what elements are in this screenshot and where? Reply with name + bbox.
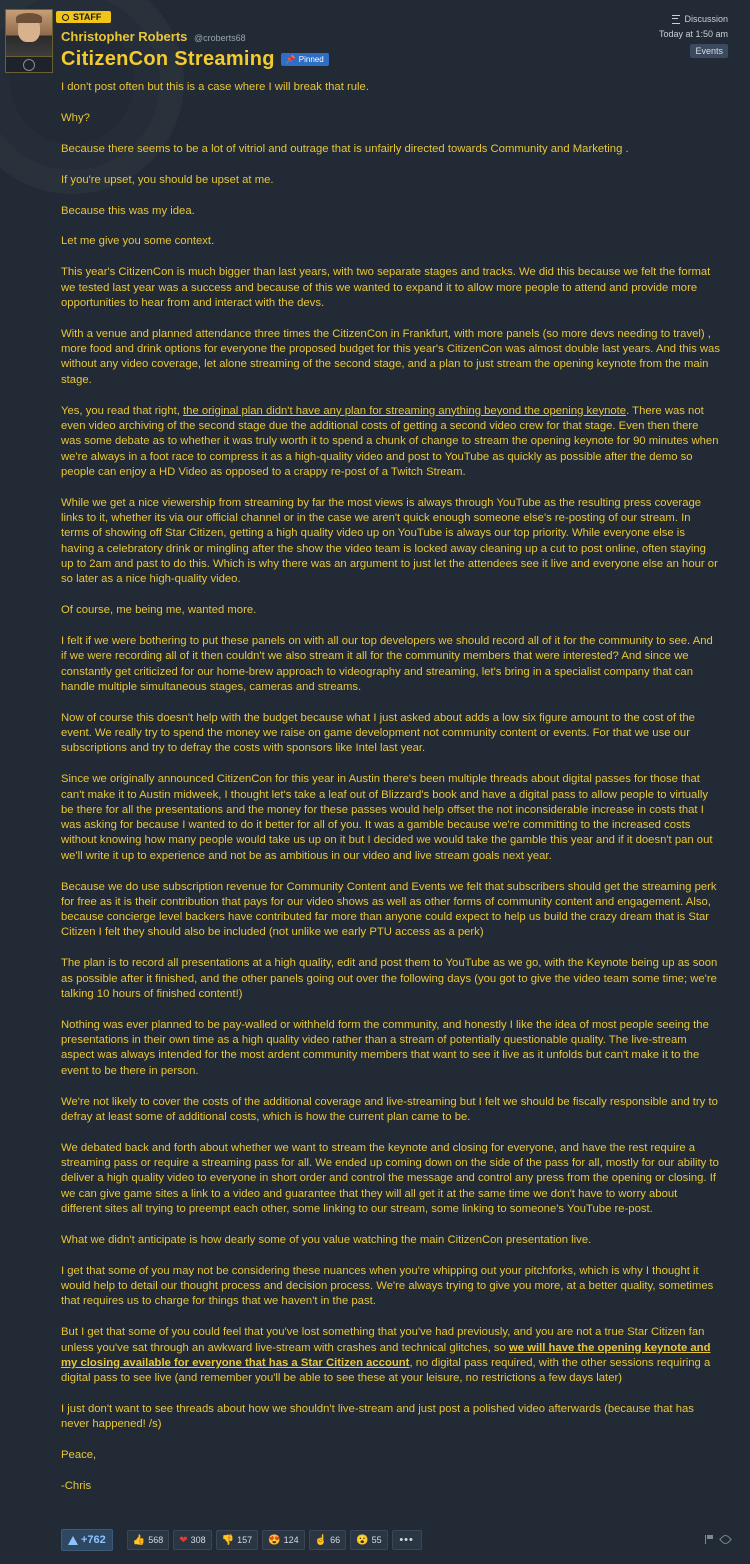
reaction-heart-eyes[interactable]	[262, 1530, 304, 1550]
pointing-up-icon: ☝	[314, 1534, 328, 1546]
upvote-arrow-icon	[68, 1536, 78, 1545]
paragraph	[61, 404, 721, 480]
paragraph: While we get a nice viewership from streaming by far the most views is always through YouTube as the resulting press coverage links to it, whether its via our official channel or in the case we aren't quick enough someone else's re-posting of our stream. In terms of showing off Star Citizen, getting a high quality video up on YouTube is always our top priority. While everyone else is having a celebratory drink or mingling after the show the video team is locked away cleaning up a cut to post online, often staying up to 2am and past to do this. Which is why there was an argument to just let the attendees see it live and everyone else an hour or so later as a nice high-quality video.	[61, 496, 718, 586]
paragraph: I don't post often but this is a case where I will break that rule.	[61, 81, 369, 93]
paragraph: I just don't want to see threads about how we shouldn't live-stream and just post a polished video afterwards (because that has never happened! /s)	[61, 1403, 694, 1431]
more-reactions-button[interactable]: •••	[392, 1530, 422, 1550]
text-span: , no digital pass required, with the other sessions requiring a digital pass to see live (and remember you'll be able to see these at your leisure, no restrictions a few days later)	[61, 1356, 711, 1385]
paragraph: Because there seems to be a lot of vitriol and outrage that is unfairly directed towards Community and Marketing .	[61, 142, 629, 155]
upvote-button[interactable]	[61, 1529, 113, 1551]
staff-icon	[62, 14, 69, 21]
paragraph: What we didn't anticipate is how dearly some of you value watching the main CitizenCon presentation live.	[61, 1233, 592, 1246]
reaction-thumbs-down[interactable]	[216, 1530, 258, 1550]
paragraph: We debated back and forth about whether we want to stream the keynote and closing for everyone, and have the rest require a streaming pass or require a streaming pass for all. We ended up coming down on the side of the pass for all, mostly for our ability to deliver a high quality video to everyone in short order and control the message and control any press from the opening or closing. If we can give game sites a link to a video and guarantee that they will all get it at the same time we don't have to worry about different sites all trying to preempt each other, some linking to our stream, some linking to someone's YouTube re-post.	[61, 1141, 719, 1216]
heart-icon: ❤	[179, 1534, 188, 1546]
post-title-row	[61, 48, 329, 71]
paragraph: With a venue and planned attendance three times the CitizenCon in Frankfurt, with more panels (so more devs needing to travel) , more food and drink options for everyone the proposed budget for this year's CitizenCon was almost double last years. And this was without any video coverage, let alone streaming of the second stage, and a plan to just stream the opening keynote from the main stage.	[61, 327, 720, 386]
reaction-count: 308	[190, 1535, 206, 1545]
post-actions	[705, 1535, 730, 1544]
flag-icon[interactable]	[705, 1535, 714, 1544]
reaction-count: 66	[330, 1535, 341, 1545]
surprised-face-icon: 😮	[356, 1534, 369, 1546]
paragraph: Peace,	[61, 1449, 97, 1462]
org-badge	[6, 56, 52, 73]
link-icon[interactable]	[719, 1533, 732, 1546]
paragraph: The plan is to record all presentations at a high quality, edit and post them to YouTube as we go, with the Keynote being up as soon as possible after it finished, and the other panels going out over the following days (you got to give the video team some time; we're talking 10 hours of finished content!)	[61, 957, 718, 1000]
author-avatar-card[interactable]	[5, 9, 53, 73]
reaction-count: 55	[371, 1535, 382, 1545]
pin-icon: 📌	[285, 55, 296, 64]
text-span: Yes, you read that right,	[61, 404, 184, 417]
discussion-icon	[672, 15, 680, 24]
page-title: CitizenCon Streaming	[61, 48, 275, 70]
paragraph: I get that some of you may not be considering these nuances when you're whipping out your pitchforks, which is why I thought it would help to detail our thought process and decision process. We're always trying to give you more, at a better quality, sometimes that requires us to charge for things that we haven't in the past.	[61, 1264, 714, 1308]
org-emblem-icon	[23, 59, 35, 71]
reaction-count: 568	[148, 1535, 164, 1545]
category-link[interactable]	[659, 14, 728, 24]
paragraph: Nothing was ever planned to be pay-walled or withheld form the community, and honestly I like the idea of most people seeing the presentations in their own time as a high quality video rather than a stream of potentially questionable quality. The live-stream aspect was always intended for the most ardent community members that want to see it live as it unfolds but can't make it to the event to be there in person.	[61, 1018, 709, 1077]
reaction-surprised[interactable]	[350, 1530, 387, 1550]
paragraph: Because we do use subscription revenue for Community Content and Events we felt that subscribers should get the streaming perk for free as it is their contribution that pays for our video shows as well as other forms of community content and engagement. Also, because concierge level backers have contributed far more than anyone could expect to help us build the crazy dream that is Star Citizen I felt they should also be included (not unlike we early PTU access as a perk)	[61, 880, 717, 939]
reaction-count: 157	[237, 1535, 253, 1545]
paragraph: This year's CitizenCon is much bigger than last years, with two separate stages and tracks. We did this because we felt the format we tested last year was a success and because of this we wanted to expand it to allow more people to attend and provide more opportunities to hear from and interact with the devs.	[61, 266, 711, 309]
paragraph: -Chris	[61, 1480, 92, 1493]
reaction-thumbs-up[interactable]	[127, 1530, 169, 1550]
post-timestamp: Today at 1:50 am	[658, 29, 728, 39]
paragraph: We're not likely to cover the costs of the additional coverage and live-streaming but I felt we should be fiscally responsible and try to defray at least some of additional costs, which is how the current plan came to be.	[61, 1095, 718, 1123]
thumbs-down-icon: 👎	[221, 1534, 235, 1546]
paragraph: If you're upset, you should be upset at me.	[61, 173, 274, 186]
paragraph	[61, 1325, 721, 1386]
author-handle: @croberts68	[194, 33, 246, 43]
bold-underlined-text: we will have the opening keynote and my closing available for everyone that has a Star Citizen account	[61, 1341, 711, 1369]
paragraph: Since we originally announced CitizenCon for this year in Austin there's been multiple threads about digital passes for those that can't make it to Austin midweek, I thought let's take a leaf out of Blizzard's book and have a digital pass to allow people to virtually be there for all the presentations and the money for these passes would help offset the not inconsiderable increase in costs that I was asking for because I wanted to do it better for all of you. It was a gamble because we're committing to the increased costs without knowing how many people would take us up on it but I decided we would take the gamble this year and if it doesn't pan out we'll write it up to experience and not be as ambitious in our video and live stream goals next year.	[61, 773, 713, 862]
paragraph: I felt if we were bothering to put these panels on with all our top developers we should record all of it for the community to see. And if we were recording all of it then couldn't we also stream it all for the community members that were interested? And since we constantly get criticized for our home-brew approach to videography and streaming, let's bring in a specialist company that can handle multiple simultaneous stages, cameras and streams.	[61, 634, 713, 693]
post-footer	[61, 1529, 422, 1551]
reaction-pointing-up[interactable]	[309, 1530, 346, 1550]
pinned-label: Pinned	[298, 55, 324, 64]
post-body	[61, 80, 721, 1510]
author-name[interactable]	[61, 29, 246, 44]
post-meta	[659, 14, 728, 58]
heart-eyes-icon: 😍	[268, 1534, 281, 1546]
paragraph: Let me give you some context.	[61, 235, 215, 248]
reaction-count: 124	[283, 1535, 299, 1545]
vote-count: +762	[81, 1534, 106, 1546]
text-span: But I get that some of you could feel that you've lost something that you've had previously, and you are not a true Star Citizen fan unless you've sat through an awkward live-stream with crashes and technical glitches, so	[61, 1326, 705, 1354]
paragraph: Now of course this doesn't help with the budget because what I just asked about adds a low six figure amount to the cost of the event. We really try to spend the money we raise on game development not community content or events. For that we use our subscriptions and try to defray the costs with sponsors like Intel last year.	[61, 711, 695, 755]
reaction-heart[interactable]	[173, 1530, 211, 1550]
avatar[interactable]	[6, 10, 52, 56]
thumbs-up-icon: 👍	[132, 1534, 146, 1546]
category-label[interactable]: Discussion	[684, 14, 728, 24]
paragraph: Of course, me being me, wanted more.	[61, 604, 257, 617]
author-display-name[interactable]: Christopher Roberts	[61, 29, 188, 44]
staff-label: STAFF	[73, 12, 102, 22]
pinned-badge	[281, 53, 329, 66]
tag-badge[interactable]: Events	[690, 44, 728, 58]
paragraph: Because this was my idea.	[61, 204, 195, 217]
staff-badge	[56, 11, 111, 23]
text-span: . There was not even video archiving of the second stage due the additional costs of getting a second video crew for that stage. Even then there was some debate as to whether it was truly worth it to spend a chunk of change to stream the opening keynote for 90 minutes when we're always in a foot race to compress it as a high-quality video and post to YouTube as quickly as possible after the demo so people can enjoy a HD Video as opposed to a crappy re-post of a Twitch Stream.	[61, 404, 719, 478]
paragraph: Why?	[61, 111, 90, 124]
underlined-text: the original plan didn't have any plan for streaming anything beyond the opening keynote	[183, 404, 627, 417]
